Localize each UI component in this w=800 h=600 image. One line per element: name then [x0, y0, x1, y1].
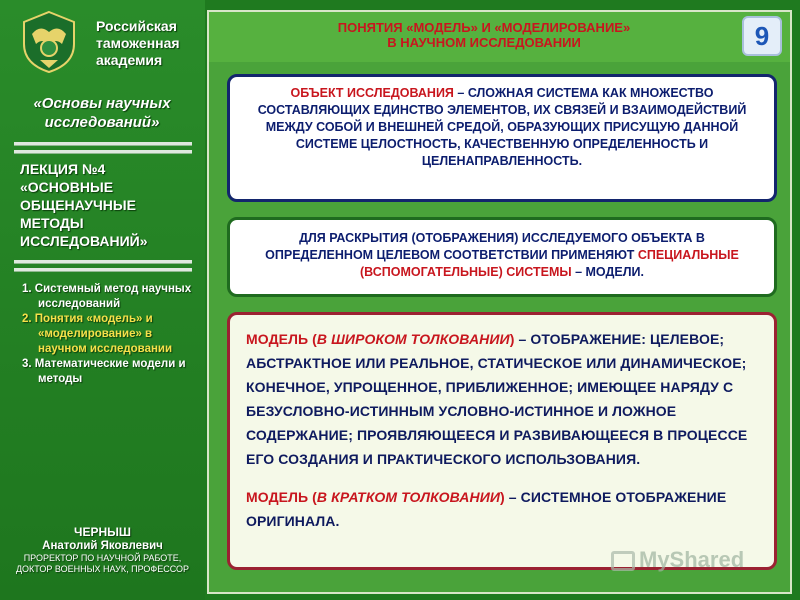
- author-block: [0, 525, 205, 575]
- lecture-line: «ОСНОВНЫЕ: [20, 179, 114, 195]
- model-term: МОДЕЛЬ (: [246, 331, 317, 347]
- sidebar: [0, 0, 205, 600]
- lecture-line: ИССЛЕДОВАНИЙ»: [20, 233, 148, 249]
- special-systems-term: СПЕЦИАЛЬНЫЕ (ВСПОМОГАТЕЛЬНЫЕ) СИСТЕМЫ: [360, 248, 739, 279]
- slide-content: [207, 10, 792, 594]
- toc-item-active[interactable]: 2. Понятия «модель» и «моделирование» в научном исследовании: [22, 313, 173, 355]
- divider: [14, 142, 192, 146]
- short-text: – СИСТЕМНОЕ ОТОБРАЖЕНИЕ ОРИГИНАЛА.: [246, 489, 727, 529]
- models-intro-text: ДЛЯ РАСКРЫТИЯ (ОТОБРАЖЕНИЯ) ИССЛЕДУЕМОГО ОБЪЕКТА В ОПРЕДЕЛЕННОМ ЦЕЛЕВОМ СООТВЕТСТВИИ ПРИМЕНЯЮТ: [265, 231, 705, 262]
- author-degree: ДОКТОР ВОЕННЫХ НАУК, ПРОФЕССОР: [15, 564, 190, 574]
- toc-item[interactable]: 1. Системный метод научных исследований: [22, 283, 192, 310]
- author-name: Анатолий Яковлевич: [42, 540, 163, 552]
- divider: [14, 268, 192, 272]
- author-title: ПРОРЕКТОР ПО НАУЧНОЙ РАБОТЕ,: [23, 553, 182, 563]
- toc-item[interactable]: 3. Математические модели и методы: [22, 358, 186, 385]
- table-of-contents: [22, 282, 200, 387]
- object-text: – СЛОЖНАЯ СИСТЕМА КАК МНОЖЕСТВО СОСТАВЛЯЮЩИХ ЕДИНСТВО ЭЛЕМЕНТОВ, ИХ СВЯЗЕЙ И ВЗАИМОДЕЙСТВИЙ МЕЖДУ СОБОЙ И ВНЕШНЕЙ СРЕДОЙ, ОБРАЗУЮЩИХ ПРИСУЩУЮ ДАННОЙ СИСТЕМЕ ЦЕЛОСТНОСТЬ, КАЧЕСТВЕННУЮ ОПРЕДЕЛЕННОСТЬ И ЦЕЛЕНАПРАВЛЕННОСТЬ.: [257, 86, 747, 168]
- models-intro-box: [227, 217, 777, 297]
- divider: [14, 150, 192, 154]
- paren-close: ): [509, 331, 515, 347]
- customs-emblem-icon: [20, 10, 78, 74]
- slide-title: [249, 20, 719, 50]
- academy-line: Российская: [96, 18, 177, 34]
- author-surname: ЧЕРНЫШ: [74, 525, 131, 539]
- watermark-icon: [611, 551, 635, 571]
- model-definition-box: [227, 312, 777, 570]
- title-line: В НАУЧНОМ ИССЛЕДОВАНИИ: [387, 35, 581, 50]
- paren-close: ): [500, 489, 505, 505]
- broad-text: – ОТОБРАЖЕНИЕ: ЦЕЛЕВОЕ; АБСТРАКТНОЕ ИЛИ РЕАЛЬНОЕ, СТАТИЧЕСКОЕ ИЛИ ДИНАМИЧЕСКОЕ; КОНЕЧНОЕ, УПРОЩЕННОЕ, ПРИБЛИЖЕННОЕ; ИМЕЮЩЕЕ НАРЯДУ С БЕЗУСЛОВНО-ИСТИННЫМ УСЛОВНО-ИСТИННОЕ И ЛОЖНОЕ СОДЕРЖАНИЕ; ПРОЯВЛЯЮЩЕЕСЯ И РАЗВИВАЮЩЕЕСЯ В ПРОЦЕССЕ ЕГО СОЗДАНИЯ И ПРАКТИЧЕСКОГО ИСПОЛЬЗОВАНИЯ.: [246, 331, 748, 467]
- short-definition: [246, 485, 758, 533]
- course-line: «Основы научных: [33, 95, 171, 112]
- object-definition-box: [227, 74, 777, 202]
- broad-definition: [246, 327, 758, 471]
- model-term: МОДЕЛЬ (: [246, 489, 317, 505]
- academy-name: [96, 18, 204, 69]
- watermark: [611, 547, 781, 577]
- lecture-line: ЛЕКЦИЯ №4: [20, 161, 106, 177]
- object-term: ОБЪЕКТ ИССЛЕДОВАНИЯ: [290, 86, 454, 100]
- page-number-badge: 9: [742, 16, 782, 56]
- academy-line: таможенная: [96, 35, 180, 51]
- short-term: В КРАТКОМ ТОЛКОВАНИИ: [316, 489, 501, 505]
- academy-line: академия: [96, 52, 163, 68]
- title-line: ПОНЯТИЯ «МОДЕЛЬ» И «МОДЕЛИРОВАНИЕ»: [337, 20, 631, 35]
- divider: [14, 260, 192, 264]
- course-line: исследований»: [44, 114, 160, 131]
- course-title: [12, 94, 192, 132]
- lecture-line: МЕТОДЫ: [20, 215, 84, 231]
- broad-term: В ШИРОКОМ ТОЛКОВАНИИ: [316, 331, 510, 347]
- lecture-title: [20, 160, 200, 250]
- title-bar: [209, 12, 790, 62]
- models-intro-tail: – МОДЕЛИ.: [571, 265, 644, 279]
- lecture-line: ОБЩЕНАУЧНЫЕ: [20, 197, 136, 213]
- watermark-text: MyShared: [639, 547, 745, 572]
